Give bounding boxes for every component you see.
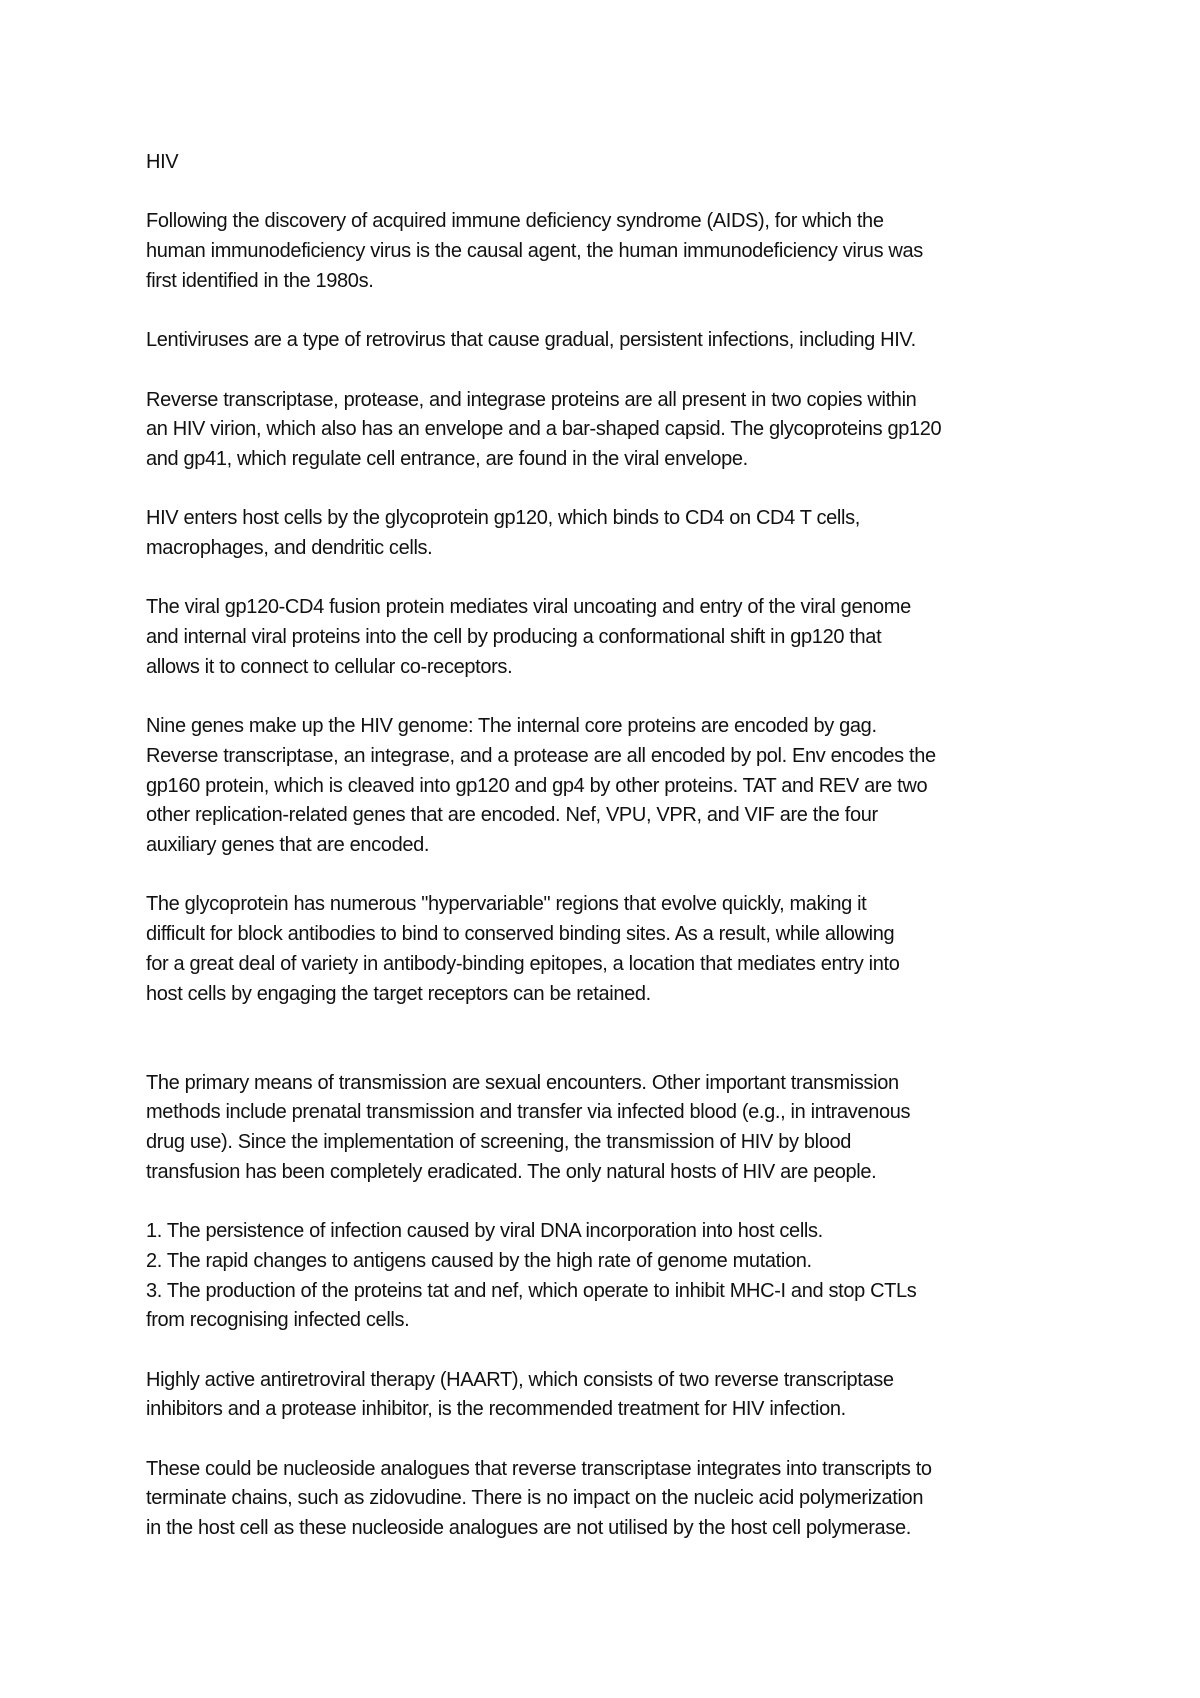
paragraph-lentiviruses: [146, 326, 1086, 356]
text-line: first identified in the 1980s.: [146, 269, 374, 292]
text-line: The glycoprotein has numerous "hypervariable" regions that evolve quickly, making it: [146, 893, 867, 916]
text-line: Highly active antiretroviral therapy (HAART), which consists of two reverse transcriptase: [146, 1368, 894, 1391]
text-line: Following the discovery of acquired immune deficiency syndrome (AIDS), for which the: [146, 210, 884, 233]
paragraph-fusion-protein: [146, 593, 1086, 682]
list-item: 1. The persistence of infection caused by viral DNA incorporation into host cells.: [146, 1220, 823, 1243]
text-line: These could be nucleoside analogues that reverse transcriptase integrates into transcripts to: [146, 1457, 932, 1480]
list-item: from recognising infected cells.: [146, 1309, 410, 1332]
text-line: Nine genes make up the HIV genome: The internal core proteins are encoded by gag.: [146, 715, 877, 738]
paragraph-host-entry: [146, 504, 1086, 563]
text-line: other replication-related genes that are encoded. Nef, VPU, VPR, and VIF are the four: [146, 804, 878, 827]
paragraph-aids-discovery: [146, 207, 1086, 296]
text-line: gp160 protein, which is cleaved into gp120 and gp4 by other proteins. TAT and REV are two: [146, 774, 928, 797]
text-line: human immunodeficiency virus is the causal agent, the human immunodeficiency virus was: [146, 240, 923, 263]
text-line: Lentiviruses are a type of retrovirus that cause gradual, persistent infections, including HIV.: [146, 329, 916, 352]
text-line: an HIV virion, which also has an envelope and a bar-shaped capsid. The glycoproteins gp120: [146, 418, 942, 441]
paragraph-nucleoside-analogues: [146, 1455, 1086, 1544]
text-line: for a great deal of variety in antibody-binding epitopes, a location that mediates entry into: [146, 952, 900, 975]
paragraph-hypervariable: [146, 890, 1086, 1009]
text-line: methods include prenatal transmission and transfer via infected blood (e.g., in intravenous: [146, 1101, 911, 1124]
text-line: host cells by engaging the target receptors can be retained.: [146, 982, 651, 1005]
text-line: The primary means of transmission are sexual encounters. Other important transmission: [146, 1071, 899, 1094]
text-line: and gp41, which regulate cell entrance, are found in the viral envelope.: [146, 447, 748, 470]
list-item: 2. The rapid changes to antigens caused by the high rate of genome mutation.: [146, 1249, 812, 1272]
text-line: terminate chains, such as zidovudine. There is no impact on the nucleic acid polymerization: [146, 1487, 924, 1510]
text-line: Reverse transcriptase, protease, and integrase proteins are all present in two copies within: [146, 388, 917, 411]
text-line: HIV enters host cells by the glycoprotein gp120, which binds to CD4 on CD4 T cells,: [146, 507, 860, 530]
text-line: difficult for block antibodies to bind to conserved binding sites. As a result, while allowing: [146, 923, 895, 946]
numbered-list: [146, 1217, 1086, 1336]
text-line: allows it to connect to cellular co-receptors.: [146, 655, 513, 678]
text-line: auxiliary genes that are encoded.: [146, 834, 430, 857]
text-line: transfusion has been completely eradicated. The only natural hosts of HIV are people.: [146, 1160, 877, 1183]
text-line: macrophages, and dendritic cells.: [146, 537, 433, 560]
text-line: in the host cell as these nucleoside analogues are not utilised by the host cell polymerase.: [146, 1517, 911, 1540]
text-line: Reverse transcriptase, an integrase, and a protease are all encoded by pol. Env encodes the: [146, 744, 936, 767]
text-line: The viral gp120-CD4 fusion protein mediates viral uncoating and entry of the viral genome: [146, 596, 911, 619]
text-line: inhibitors and a protease inhibitor, is the recommended treatment for HIV infection.: [146, 1398, 846, 1421]
document-title: HIV: [146, 151, 179, 173]
paragraph-virion-structure: [146, 386, 1086, 475]
text-line: drug use). Since the implementation of screening, the transmission of HIV by blood: [146, 1131, 852, 1154]
list-item: 3. The production of the proteins tat and nef, which operate to inhibit MHC-I and stop CTLs: [146, 1279, 917, 1302]
paragraph-genome: [146, 712, 1086, 861]
paragraph-transmission: [146, 1069, 1086, 1188]
text-line: and internal viral proteins into the cell by producing a conformational shift in gp120 that: [146, 626, 882, 649]
paragraph-haart: [146, 1366, 1086, 1425]
document-body: [146, 148, 1086, 1544]
